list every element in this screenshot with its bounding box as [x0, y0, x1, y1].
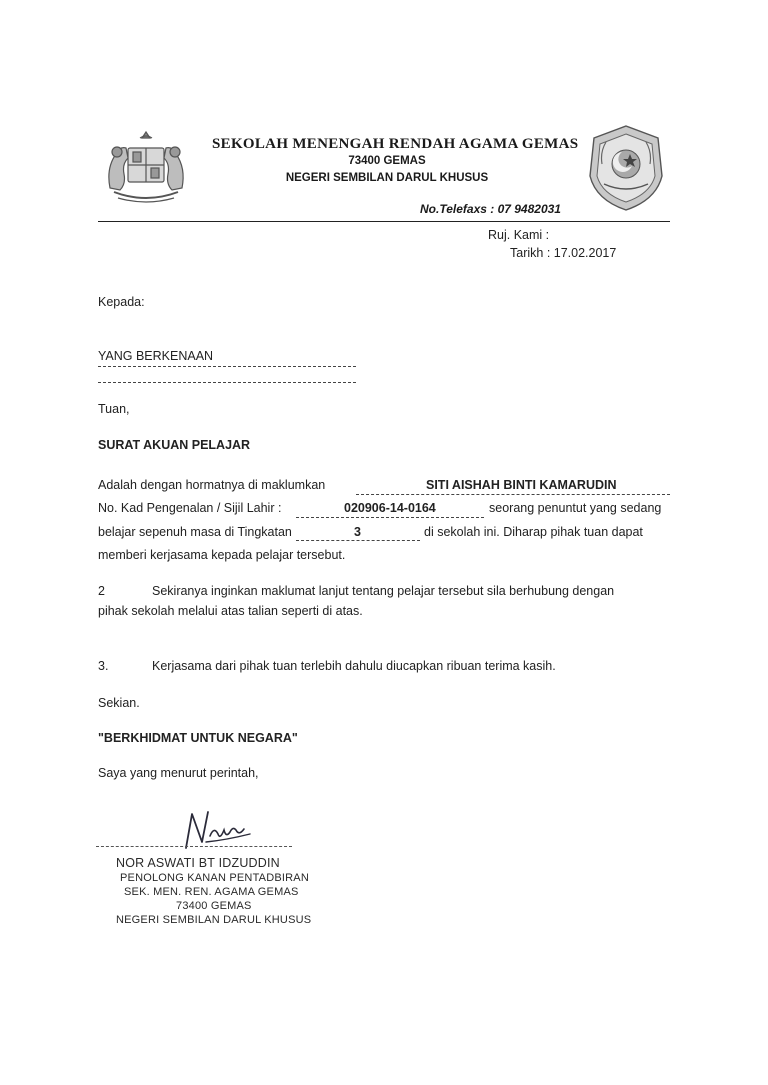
- jata-negara-crest: [100, 128, 192, 210]
- coat-of-arms-icon: [100, 128, 192, 210]
- letterhead-divider: [98, 221, 670, 222]
- kepada-label: Kepada:: [98, 295, 145, 309]
- signatory-title: PENOLONG KANAN PENTADBIRAN: [120, 872, 309, 884]
- stamp-school: SEK. MEN. REN. AGAMA GEMAS: [124, 886, 299, 898]
- paragraph-2-line-1: Sekiranya inginkan maklumat lanjut tentang pelajar tersebut sila berhubung dengan: [152, 584, 615, 598]
- signatory-name: NOR ASWATI BT IDZUDDIN: [116, 856, 280, 870]
- addressee: YANG BERKENAAN: [98, 349, 214, 363]
- body-line-2-prefix: No. Kad Pengenalan / Sijil Lahir :: [98, 501, 282, 515]
- paragraph-2-number: 2: [98, 584, 105, 598]
- body-line-2-suffix: seorang penuntut yang sedang: [489, 501, 662, 515]
- telefax-number: No.Telefaxs : 07 9482031: [420, 202, 561, 216]
- state-crest-icon: [586, 124, 666, 212]
- signature-line: [96, 846, 292, 847]
- closing-sekian: Sekian.: [98, 696, 140, 710]
- paragraph-3-number: 3.: [98, 659, 109, 673]
- school-state: NEGERI SEMBILAN DARUL KHUSUS: [285, 172, 489, 184]
- salutation: Tuan,: [98, 402, 130, 416]
- stamp-postcode: 73400 GEMAS: [176, 900, 252, 912]
- ic-number: 020906-14-0164: [344, 501, 436, 515]
- body-line-1-prefix: Adalah dengan hormatnya di maklumkan: [98, 478, 326, 492]
- reference-number-label: Ruj. Kami :: [488, 228, 550, 242]
- address-line-2: [98, 382, 356, 383]
- tingkatan-line: [296, 540, 420, 541]
- school-name: SEKOLAH MENENGAH RENDAH AGAMA GEMAS: [212, 136, 579, 152]
- motto: "BERKHIDMAT UNTUK NEGARA": [98, 731, 298, 745]
- paragraph-3-text: Kerjasama dari pihak tuan terlebih dahulu diucapkan ribuan terima kasih.: [152, 659, 556, 673]
- student-name-line: [356, 494, 670, 495]
- letter-subject: SURAT AKUAN PELAJAR: [98, 438, 251, 452]
- address-line-1: [98, 366, 356, 367]
- letter-date: Tarikh : 17.02.2017: [510, 246, 617, 260]
- stamp-state: NEGERI SEMBILAN DARUL KHUSUS: [116, 914, 312, 926]
- body-line-3-suffix: di sekolah ini. Diharap pihak tuan dapat: [424, 525, 643, 539]
- school-postcode-town: 73400 GEMAS: [348, 155, 426, 167]
- student-name: SITI AISHAH BINTI KAMARUDIN: [426, 478, 617, 492]
- tingkatan-value: 3: [354, 525, 361, 539]
- negeri-sembilan-crest: [586, 124, 666, 212]
- body-line-4: memberi kerjasama kepada pelajar tersebut.: [98, 548, 346, 562]
- ic-number-line: [296, 517, 484, 518]
- closing-saya: Saya yang menurut perintah,: [98, 766, 259, 780]
- paragraph-2-line-2: pihak sekolah melalui atas talian seperti di atas.: [98, 604, 363, 618]
- body-line-3-prefix: belajar sepenuh masa di Tingkatan: [98, 525, 292, 539]
